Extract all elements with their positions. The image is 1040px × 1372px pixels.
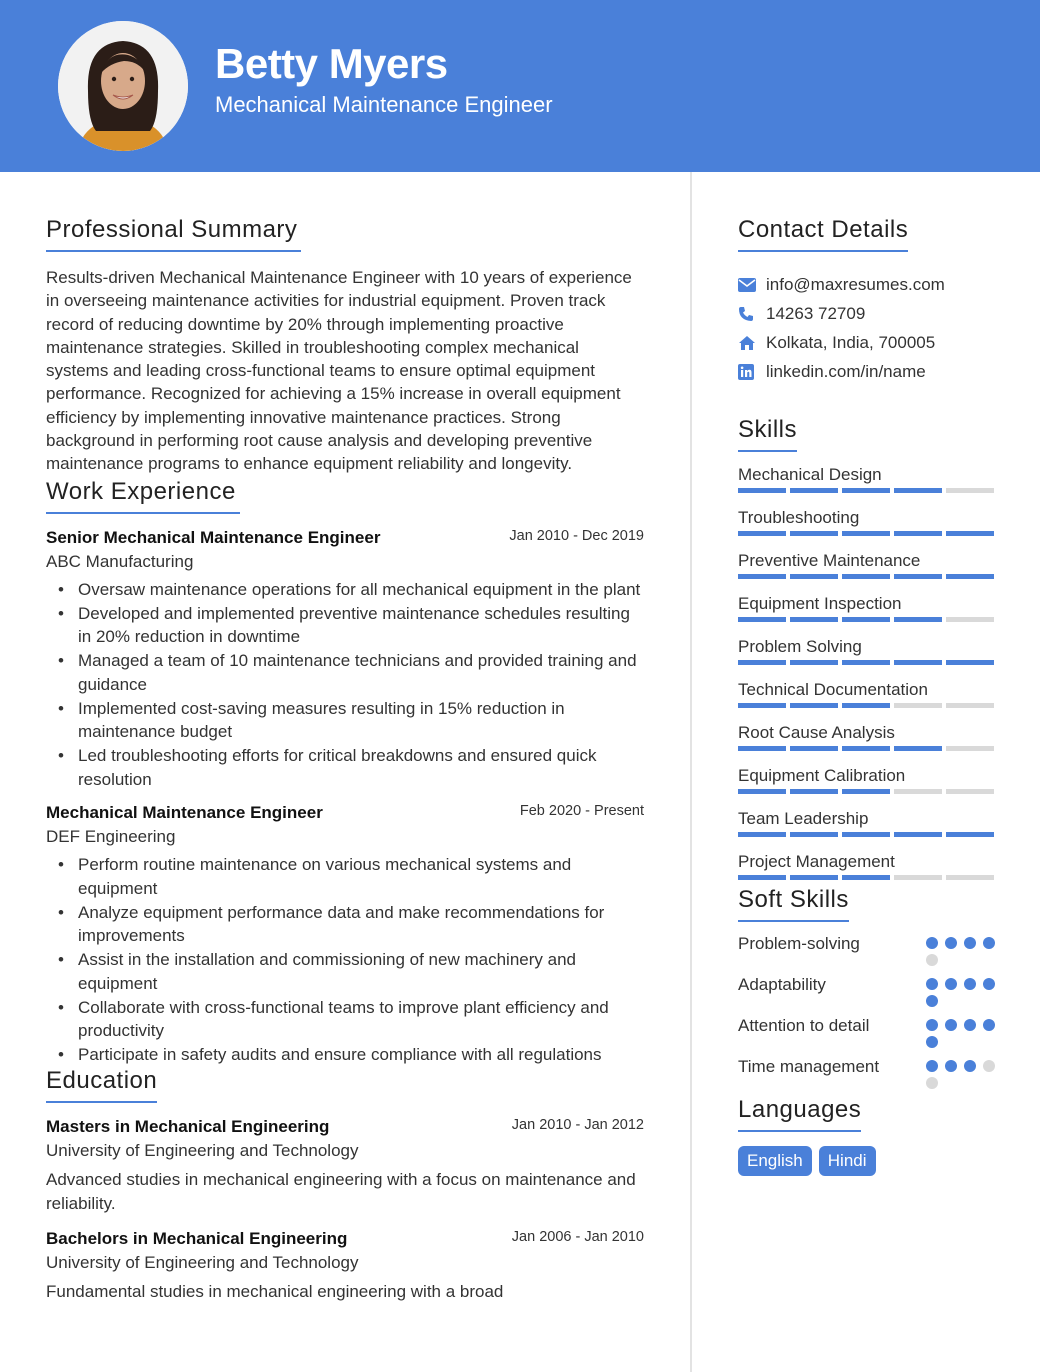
contact-phone[interactable] [738, 299, 998, 328]
skill-level-segment [842, 832, 890, 837]
skill-level-segment [894, 703, 942, 708]
skill-level-segment [894, 617, 942, 622]
job-bullet: • Managed a team of 10 maintenance technicians and provided training and guidance [46, 649, 646, 696]
skill-level-bar [738, 617, 998, 622]
skill-level-segment [738, 617, 786, 622]
education-date: Jan 2006 - Jan 2010 [511, 1229, 644, 1246]
rating-dot [983, 937, 995, 949]
skill-level-segment [894, 746, 942, 751]
main-column [46, 172, 646, 1304]
contact-linkedin[interactable] [738, 357, 998, 386]
skills-list [738, 462, 998, 880]
language-badge: Hindi [819, 1146, 876, 1176]
skill-level-bar [738, 789, 998, 794]
skill-item [738, 677, 998, 708]
skill-level-segment [946, 660, 994, 665]
degree-title: Masters in Mechanical Engineering [46, 1117, 330, 1137]
skill-item [738, 720, 998, 751]
skill-level-segment [946, 746, 994, 751]
skill-level-segment [842, 875, 890, 880]
rating-dot [926, 1036, 938, 1048]
skill-name: Technical Documentation [738, 680, 928, 699]
phone-icon [738, 304, 766, 324]
job-bullet: • Led troubleshooting efforts for critical breakdowns and ensured quick resolution [46, 744, 646, 791]
skill-level-segment [842, 531, 890, 536]
job-company: ABC Manufacturing [46, 551, 194, 571]
skill-level-segment [790, 617, 838, 622]
skill-level-segment [842, 789, 890, 794]
language-badge: English [738, 1146, 812, 1176]
skill-level-segment [894, 789, 942, 794]
soft-skill-item [738, 973, 998, 1007]
skill-level-segment [790, 660, 838, 665]
work-heading: Work Experience [46, 478, 240, 514]
soft-skill-name: Time management [738, 1057, 880, 1076]
soft-skill-rating [926, 973, 998, 1007]
skill-level-segment [894, 531, 942, 536]
job-bullets [46, 578, 646, 792]
skill-name: Equipment Inspection [738, 594, 902, 613]
skill-name: Team Leadership [738, 809, 869, 828]
contact-heading: Contact Details [738, 216, 908, 252]
column-divider [690, 172, 692, 1372]
skill-level-segment [842, 617, 890, 622]
skill-level-segment [894, 574, 942, 579]
skill-name: Mechanical Design [738, 465, 882, 484]
skill-name: Root Cause Analysis [738, 723, 895, 742]
home-icon [738, 333, 766, 353]
education-entry [46, 1229, 646, 1304]
education-description: Fundamental studies in mechanical engineering with a broad [46, 1282, 504, 1302]
skill-level-segment [946, 832, 994, 837]
skill-level-segment [842, 703, 890, 708]
skill-level-segment [790, 531, 838, 536]
profile-photo-icon [58, 21, 188, 151]
skill-item [738, 634, 998, 665]
job-date: Jan 2010 - Dec 2019 [509, 527, 644, 544]
skill-level-segment [738, 574, 786, 579]
education-heading: Education [46, 1067, 157, 1103]
rating-dot [926, 995, 938, 1007]
skill-level-segment [842, 488, 890, 493]
soft-skill-item [738, 1055, 998, 1089]
skill-item [738, 548, 998, 579]
skill-level-segment [790, 832, 838, 837]
skill-level-segment [894, 488, 942, 493]
skill-level-segment [738, 832, 786, 837]
skill-level-segment [946, 789, 994, 794]
skill-level-segment [946, 617, 994, 622]
languages-list [738, 1146, 998, 1176]
skill-level-bar [738, 746, 998, 751]
skill-level-segment [738, 875, 786, 880]
candidate-name: Betty Myers [215, 40, 448, 87]
resume-header [0, 0, 1040, 172]
rating-dot [945, 1060, 957, 1072]
summary-heading: Professional Summary [46, 216, 301, 252]
soft-skill-item [738, 1014, 998, 1048]
skill-item [738, 591, 998, 622]
job-title: Senior Mechanical Maintenance Engineer [46, 527, 381, 547]
summary-text: Results-driven Mechanical Maintenance Engineer with 10 years of experience in overseeing maintenance activities for industrial equipment. Proven track record of reducing downtime by 20% through implementing proactive maintenance strategies. Skilled in troubleshooting complex mechanical systems and leading cross-functional teams to ensure optimal equipment performance. Recognized for achieving a 15% increase in overall equipment efficiency by implementing innovative maintenance practices. Strong background in performing root cause analysis and developing preventive maintenance programs to enhance equipment reliability and longevity. [46, 268, 632, 474]
skill-level-segment [894, 832, 942, 837]
soft-skill-name: Attention to detail [738, 1016, 870, 1035]
soft-skill-rating [926, 1055, 998, 1089]
skill-level-segment [946, 875, 994, 880]
skill-level-bar [738, 488, 998, 493]
job-entry [46, 528, 646, 792]
skill-level-segment [738, 660, 786, 665]
skill-level-segment [790, 746, 838, 751]
skill-level-bar [738, 875, 998, 880]
skill-level-segment [946, 488, 994, 493]
rating-dot [926, 1060, 938, 1072]
profile-photo [58, 21, 188, 151]
rating-dot [926, 978, 938, 990]
education-date: Jan 2010 - Jan 2012 [511, 1117, 644, 1134]
soft-skill-rating [926, 1014, 998, 1048]
rating-dot [983, 1019, 995, 1031]
skill-level-segment [946, 531, 994, 536]
school-name: University of Engineering and Technology [46, 1253, 359, 1273]
job-bullet: • Perform routine maintenance on various mechanical systems and equipment [46, 853, 646, 900]
skill-level-segment [738, 531, 786, 536]
skill-level-segment [946, 574, 994, 579]
sidebar-column [738, 172, 998, 1176]
skill-item [738, 763, 998, 794]
job-title: Mechanical Maintenance Engineer [46, 803, 323, 823]
rating-dot [964, 1060, 976, 1072]
rating-dot [964, 937, 976, 949]
rating-dot [926, 937, 938, 949]
skill-level-segment [894, 875, 942, 880]
rating-dot [945, 937, 957, 949]
rating-dot [926, 1077, 938, 1089]
address-text: Kolkata, India, 700005 [766, 332, 936, 352]
skill-level-segment [946, 703, 994, 708]
skill-level-bar [738, 660, 998, 665]
skill-item [738, 849, 998, 880]
skill-level-bar [738, 574, 998, 579]
job-bullet: • Analyze equipment performance data and make recommendations for improvements [46, 901, 646, 948]
skill-level-segment [790, 789, 838, 794]
skill-level-segment [738, 703, 786, 708]
skill-level-bar [738, 703, 998, 708]
rating-dot [964, 1019, 976, 1031]
job-bullet: • Implemented cost-saving measures resulting in 15% reduction in maintenance budget [46, 697, 646, 744]
soft-skills-list [738, 932, 998, 1089]
skill-name: Project Management [738, 852, 895, 871]
languages-heading: Languages [738, 1096, 861, 1132]
soft-skill-rating [926, 932, 998, 966]
skill-item [738, 505, 998, 536]
skill-level-segment [790, 574, 838, 579]
job-bullets [46, 853, 646, 1067]
skill-level-segment [738, 746, 786, 751]
skill-name: Problem Solving [738, 637, 862, 656]
soft-skill-name: Adaptability [738, 975, 826, 994]
skill-name: Troubleshooting [738, 508, 860, 527]
job-bullet: • Participate in safety audits and ensure compliance with all regulations [46, 1043, 646, 1067]
skill-level-segment [790, 703, 838, 708]
skill-level-bar [738, 531, 998, 536]
candidate-title: Mechanical Maintenance Engineer [215, 92, 553, 117]
job-bullet: • Assist in the installation and commissioning of new machinery and equipment [46, 948, 646, 995]
rating-dot [945, 1019, 957, 1031]
skill-level-segment [738, 488, 786, 493]
job-company: DEF Engineering [46, 827, 176, 847]
skills-heading: Skills [738, 416, 797, 452]
phone-text: 14263 72709 [766, 303, 866, 323]
skill-item [738, 462, 998, 493]
envelope-icon [738, 275, 766, 295]
skill-name: Equipment Calibration [738, 766, 906, 785]
rating-dot [926, 1019, 938, 1031]
education-description: Advanced studies in mechanical engineering with a focus on maintenance and reliability. [46, 1170, 636, 1213]
job-entry [46, 803, 646, 1067]
rating-dot [983, 978, 995, 990]
rating-dot [964, 978, 976, 990]
degree-title: Bachelors in Mechanical Engineering [46, 1229, 348, 1249]
skill-level-segment [842, 574, 890, 579]
contact-address [738, 328, 998, 357]
skill-name: Preventive Maintenance [738, 551, 921, 570]
email-text: info@maxresumes.com [766, 274, 945, 294]
rating-dot [983, 1060, 995, 1072]
skill-level-segment [790, 488, 838, 493]
soft-skill-name: Problem-solving [738, 934, 860, 953]
contact-email[interactable] [738, 270, 998, 299]
skill-level-bar [738, 832, 998, 837]
skill-level-segment [738, 789, 786, 794]
skill-level-segment [842, 660, 890, 665]
skill-item [738, 806, 998, 837]
soft-skill-item [738, 932, 998, 966]
skill-level-segment [842, 746, 890, 751]
education-entry [46, 1117, 646, 1215]
skill-level-segment [790, 875, 838, 880]
soft-skills-heading: Soft Skills [738, 886, 849, 922]
job-date: Feb 2020 - Present [519, 803, 644, 820]
linkedin-icon [738, 362, 766, 382]
rating-dot [945, 978, 957, 990]
skill-level-segment [894, 660, 942, 665]
school-name: University of Engineering and Technology [46, 1141, 359, 1161]
job-bullet: • Collaborate with cross-functional teams to improve plant efficiency and productivity [46, 996, 646, 1043]
job-bullet: • Developed and implemented preventive maintenance schedules resulting in 20% reduction in downtime [46, 602, 646, 649]
job-bullet: • Oversaw maintenance operations for all mechanical equipment in the plant [46, 578, 646, 602]
rating-dot [926, 954, 938, 966]
linkedin-text: linkedin.com/in/name [766, 361, 926, 381]
